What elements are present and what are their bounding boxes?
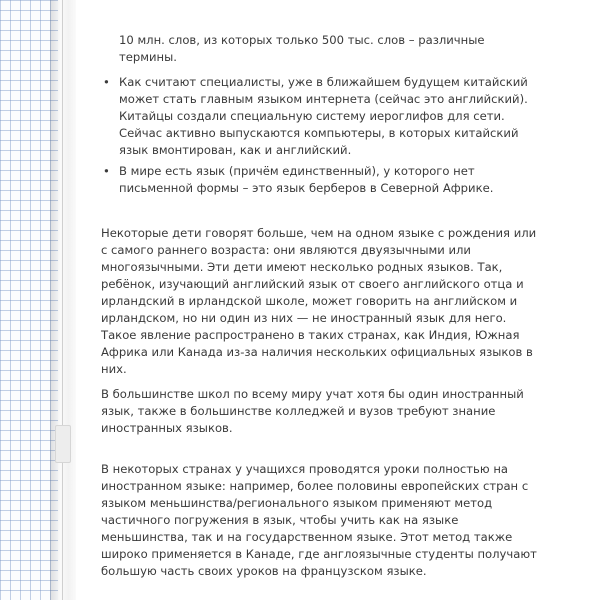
paragraph-schools: В большинстве школ по всему миру учат хотя бы один иностранный язык, также в большинстве колледжей и вузов требуют знание иностранных языков. xyxy=(101,387,524,435)
book-binding-shadow xyxy=(50,0,76,600)
page-text xyxy=(101,32,541,580)
bullet-text: В мире есть язык (причём единственный), у которого нет письменной формы – это язык берберов в Северной Африке. xyxy=(119,164,494,195)
bullet-marker: • xyxy=(103,164,110,178)
list-item xyxy=(101,74,541,159)
list-item xyxy=(101,163,541,197)
bullet-text: Как считают специалисты, уже в ближайшем будущем китайский может стать главным языком интернета (сейчас это английский). Китайцы создали специальную систему иероглифов для сети. Сейчас активно выпускаются компьютеры, в которых китайский язык вмонтирован, как и английский. xyxy=(119,75,528,157)
paragraph-bilingual-children: Некоторые дети говорят больше, чем на одном языке с рождения или с самого раннего возраста: они являются двуязычными или многоязычными. Эти дети имеют несколько родных языков. Так, ребёнок, изучающий английский язык от своего английского отца и ирландский в ирландской школе, может говорить на английском и ирландском, но ни один из них — не иностранный язык для него. Такое явление распространено в таких странах, как Индия, Южная Африка или Канада из-за наличия нескольких официальных языков в них. xyxy=(101,226,537,376)
bullet-list xyxy=(101,74,541,197)
paragraph-immersion: В некоторых странах у учащихся проводятся уроки полностью на иностранном языке: например, более половины европейских стран с языком меньшинства/регионального языком применяют метод частичного погружения в язык, чтобы учить как на языке меньшинства, так и на государственном языке. Этот метод также широко применяется в Канаде, где англоязычные студенты получают большую часть своих уроков на французском языке. xyxy=(101,462,537,578)
page-edge xyxy=(62,0,63,600)
binding-clip xyxy=(55,425,71,463)
bullet-marker: • xyxy=(103,75,110,89)
continuation-line: 10 млн. слов, из которых только 500 тыс. слов – различные термины. xyxy=(119,33,485,64)
book-page xyxy=(76,0,600,600)
